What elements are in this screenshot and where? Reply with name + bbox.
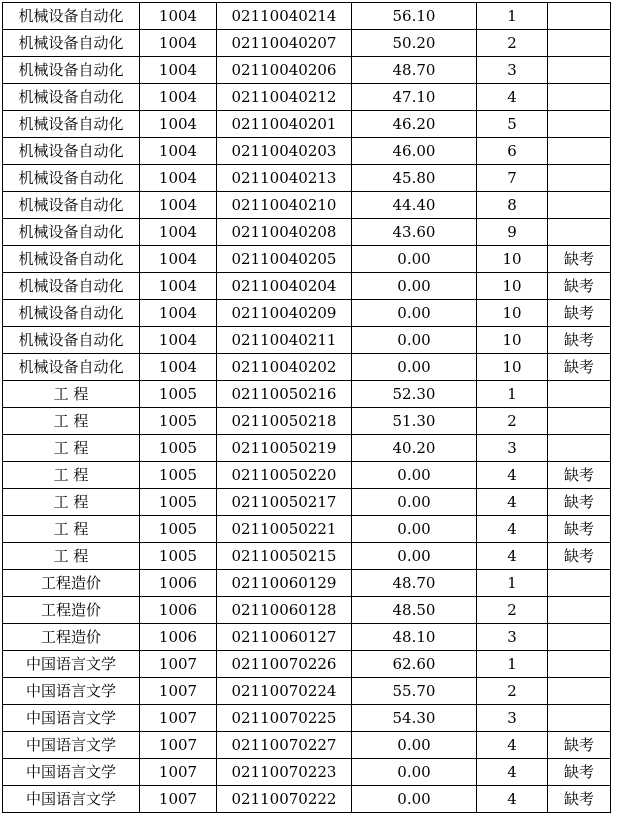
major-cell: 工 程	[3, 408, 140, 435]
table-row	[3, 516, 611, 543]
table-row	[3, 732, 611, 759]
rank-cell: 10	[477, 246, 548, 273]
major-code-cell: 1005	[140, 489, 217, 516]
score-cell: 0.00	[352, 516, 477, 543]
note-cell	[548, 3, 611, 30]
major-cell: 工程造价	[3, 624, 140, 651]
note-cell	[548, 435, 611, 462]
major-cell: 机械设备自动化	[3, 354, 140, 381]
major-cell: 中国语言文学	[3, 651, 140, 678]
score-cell: 0.00	[352, 300, 477, 327]
note-cell	[548, 30, 611, 57]
score-cell: 55.70	[352, 678, 477, 705]
exam-number-cell: 02110070227	[217, 732, 352, 759]
table-row	[3, 381, 611, 408]
major-code-cell: 1006	[140, 624, 217, 651]
exam-number-cell: 02110050218	[217, 408, 352, 435]
rank-cell: 2	[477, 597, 548, 624]
rank-cell: 4	[477, 516, 548, 543]
major-code-cell: 1004	[140, 219, 217, 246]
rank-cell: 3	[477, 57, 548, 84]
rank-cell: 4	[477, 543, 548, 570]
rank-cell: 1	[477, 570, 548, 597]
major-cell: 机械设备自动化	[3, 30, 140, 57]
score-cell: 0.00	[352, 543, 477, 570]
table-row	[3, 219, 611, 246]
rank-cell: 4	[477, 732, 548, 759]
table-row	[3, 165, 611, 192]
major-cell: 机械设备自动化	[3, 84, 140, 111]
table-row	[3, 651, 611, 678]
exam-number-cell: 02110040211	[217, 327, 352, 354]
score-cell: 48.70	[352, 57, 477, 84]
score-cell: 0.00	[352, 732, 477, 759]
major-cell: 机械设备自动化	[3, 111, 140, 138]
table-row	[3, 57, 611, 84]
note-cell	[548, 138, 611, 165]
major-cell: 机械设备自动化	[3, 219, 140, 246]
score-cell: 0.00	[352, 273, 477, 300]
rank-cell: 10	[477, 354, 548, 381]
note-cell	[548, 219, 611, 246]
rank-cell: 3	[477, 624, 548, 651]
note-cell	[548, 570, 611, 597]
rank-cell: 4	[477, 489, 548, 516]
note-cell	[548, 408, 611, 435]
exam-number-cell: 02110040204	[217, 273, 352, 300]
note-cell	[548, 624, 611, 651]
exam-number-cell: 02110070226	[217, 651, 352, 678]
note-cell: 缺考	[548, 489, 611, 516]
table-row	[3, 435, 611, 462]
major-cell: 工程造价	[3, 570, 140, 597]
score-cell: 56.10	[352, 3, 477, 30]
score-cell: 40.20	[352, 435, 477, 462]
note-cell: 缺考	[548, 516, 611, 543]
exam-number-cell: 02110040203	[217, 138, 352, 165]
score-cell: 52.30	[352, 381, 477, 408]
score-cell: 46.00	[352, 138, 477, 165]
score-cell: 0.00	[352, 327, 477, 354]
table-row	[3, 624, 611, 651]
major-cell: 工 程	[3, 435, 140, 462]
exam-number-cell: 02110060127	[217, 624, 352, 651]
major-code-cell: 1004	[140, 273, 217, 300]
table-row	[3, 678, 611, 705]
major-code-cell: 1005	[140, 462, 217, 489]
note-cell: 缺考	[548, 462, 611, 489]
exam-number-cell: 02110050221	[217, 516, 352, 543]
score-cell: 62.60	[352, 651, 477, 678]
rank-cell: 2	[477, 30, 548, 57]
note-cell	[548, 705, 611, 732]
exam-number-cell: 02110070222	[217, 786, 352, 813]
table-row	[3, 489, 611, 516]
major-code-cell: 1007	[140, 678, 217, 705]
major-cell: 机械设备自动化	[3, 327, 140, 354]
major-code-cell: 1007	[140, 732, 217, 759]
note-cell: 缺考	[548, 786, 611, 813]
exam-number-cell: 02110040208	[217, 219, 352, 246]
exam-number-cell: 02110040212	[217, 84, 352, 111]
major-code-cell: 1004	[140, 57, 217, 84]
table-row	[3, 786, 611, 813]
exam-number-cell: 02110060129	[217, 570, 352, 597]
exam-number-cell: 02110040201	[217, 111, 352, 138]
rank-cell: 4	[477, 84, 548, 111]
table-row	[3, 84, 611, 111]
note-cell	[548, 111, 611, 138]
major-cell: 机械设备自动化	[3, 138, 140, 165]
major-cell: 机械设备自动化	[3, 57, 140, 84]
exam-number-cell: 02110050217	[217, 489, 352, 516]
table-row	[3, 408, 611, 435]
exam-number-cell: 02110070224	[217, 678, 352, 705]
note-cell	[548, 678, 611, 705]
major-cell: 中国语言文学	[3, 759, 140, 786]
exam-number-cell: 02110070225	[217, 705, 352, 732]
score-cell: 46.20	[352, 111, 477, 138]
score-cell: 45.80	[352, 165, 477, 192]
score-cell: 48.10	[352, 624, 477, 651]
table-row	[3, 246, 611, 273]
note-cell	[548, 57, 611, 84]
exam-number-cell: 02110040213	[217, 165, 352, 192]
major-code-cell: 1004	[140, 192, 217, 219]
rank-cell: 1	[477, 3, 548, 30]
note-cell: 缺考	[548, 300, 611, 327]
table-row	[3, 705, 611, 732]
note-cell: 缺考	[548, 354, 611, 381]
table-row	[3, 192, 611, 219]
table-row	[3, 111, 611, 138]
major-code-cell: 1004	[140, 354, 217, 381]
score-cell: 48.50	[352, 597, 477, 624]
major-code-cell: 1004	[140, 111, 217, 138]
major-cell: 中国语言文学	[3, 705, 140, 732]
score-table	[2, 2, 611, 813]
major-code-cell: 1007	[140, 705, 217, 732]
major-cell: 工 程	[3, 381, 140, 408]
rank-cell: 4	[477, 462, 548, 489]
table-row	[3, 759, 611, 786]
note-cell: 缺考	[548, 732, 611, 759]
major-code-cell: 1006	[140, 597, 217, 624]
note-cell	[548, 381, 611, 408]
note-cell: 缺考	[548, 543, 611, 570]
note-cell: 缺考	[548, 273, 611, 300]
major-code-cell: 1004	[140, 138, 217, 165]
major-cell: 工 程	[3, 543, 140, 570]
rank-cell: 2	[477, 678, 548, 705]
rank-cell: 4	[477, 786, 548, 813]
score-table-body	[3, 3, 611, 813]
major-cell: 机械设备自动化	[3, 165, 140, 192]
note-cell: 缺考	[548, 327, 611, 354]
score-cell: 50.20	[352, 30, 477, 57]
exam-number-cell: 02110050219	[217, 435, 352, 462]
rank-cell: 8	[477, 192, 548, 219]
major-code-cell: 1007	[140, 786, 217, 813]
exam-number-cell: 02110040205	[217, 246, 352, 273]
major-cell: 机械设备自动化	[3, 3, 140, 30]
table-row	[3, 597, 611, 624]
rank-cell: 10	[477, 300, 548, 327]
major-cell: 工程造价	[3, 597, 140, 624]
rank-cell: 7	[477, 165, 548, 192]
score-cell: 48.70	[352, 570, 477, 597]
major-cell: 中国语言文学	[3, 786, 140, 813]
major-code-cell: 1004	[140, 327, 217, 354]
major-code-cell: 1005	[140, 435, 217, 462]
table-row	[3, 138, 611, 165]
score-cell: 0.00	[352, 246, 477, 273]
major-code-cell: 1006	[140, 570, 217, 597]
rank-cell: 10	[477, 273, 548, 300]
score-cell: 47.10	[352, 84, 477, 111]
major-code-cell: 1005	[140, 543, 217, 570]
major-cell: 中国语言文学	[3, 732, 140, 759]
rank-cell: 9	[477, 219, 548, 246]
major-code-cell: 1004	[140, 3, 217, 30]
major-code-cell: 1004	[140, 84, 217, 111]
major-code-cell: 1004	[140, 246, 217, 273]
table-row	[3, 300, 611, 327]
score-cell: 44.40	[352, 192, 477, 219]
exam-number-cell: 02110050220	[217, 462, 352, 489]
score-cell: 0.00	[352, 489, 477, 516]
score-cell: 0.00	[352, 462, 477, 489]
major-cell: 机械设备自动化	[3, 300, 140, 327]
major-cell: 中国语言文学	[3, 678, 140, 705]
exam-number-cell: 02110050216	[217, 381, 352, 408]
major-code-cell: 1007	[140, 759, 217, 786]
score-cell: 0.00	[352, 786, 477, 813]
major-cell: 机械设备自动化	[3, 273, 140, 300]
exam-number-cell: 02110040207	[217, 30, 352, 57]
rank-cell: 1	[477, 651, 548, 678]
note-cell	[548, 597, 611, 624]
exam-number-cell: 02110040202	[217, 354, 352, 381]
score-cell: 51.30	[352, 408, 477, 435]
table-row	[3, 3, 611, 30]
note-cell	[548, 192, 611, 219]
exam-number-cell: 02110070223	[217, 759, 352, 786]
table-row	[3, 273, 611, 300]
major-code-cell: 1005	[140, 516, 217, 543]
score-cell: 54.30	[352, 705, 477, 732]
note-cell: 缺考	[548, 759, 611, 786]
table-row	[3, 543, 611, 570]
table-row	[3, 30, 611, 57]
rank-cell: 2	[477, 408, 548, 435]
note-cell	[548, 651, 611, 678]
exam-number-cell: 02110060128	[217, 597, 352, 624]
rank-cell: 6	[477, 138, 548, 165]
score-cell: 43.60	[352, 219, 477, 246]
major-code-cell: 1005	[140, 408, 217, 435]
major-code-cell: 1004	[140, 30, 217, 57]
major-cell: 工 程	[3, 462, 140, 489]
rank-cell: 3	[477, 705, 548, 732]
note-cell	[548, 84, 611, 111]
exam-number-cell: 02110050215	[217, 543, 352, 570]
rank-cell: 5	[477, 111, 548, 138]
table-row	[3, 354, 611, 381]
rank-cell: 1	[477, 381, 548, 408]
exam-number-cell: 02110040214	[217, 3, 352, 30]
major-code-cell: 1007	[140, 651, 217, 678]
note-cell	[548, 165, 611, 192]
table-row	[3, 327, 611, 354]
major-code-cell: 1005	[140, 381, 217, 408]
table-row	[3, 570, 611, 597]
major-cell: 工 程	[3, 516, 140, 543]
major-cell: 机械设备自动化	[3, 246, 140, 273]
table-row	[3, 462, 611, 489]
note-cell: 缺考	[548, 246, 611, 273]
major-cell: 机械设备自动化	[3, 192, 140, 219]
rank-cell: 3	[477, 435, 548, 462]
score-cell: 0.00	[352, 354, 477, 381]
major-code-cell: 1004	[140, 300, 217, 327]
score-cell: 0.00	[352, 759, 477, 786]
rank-cell: 10	[477, 327, 548, 354]
exam-number-cell: 02110040209	[217, 300, 352, 327]
rank-cell: 4	[477, 759, 548, 786]
exam-number-cell: 02110040206	[217, 57, 352, 84]
major-cell: 工 程	[3, 489, 140, 516]
exam-number-cell: 02110040210	[217, 192, 352, 219]
major-code-cell: 1004	[140, 165, 217, 192]
